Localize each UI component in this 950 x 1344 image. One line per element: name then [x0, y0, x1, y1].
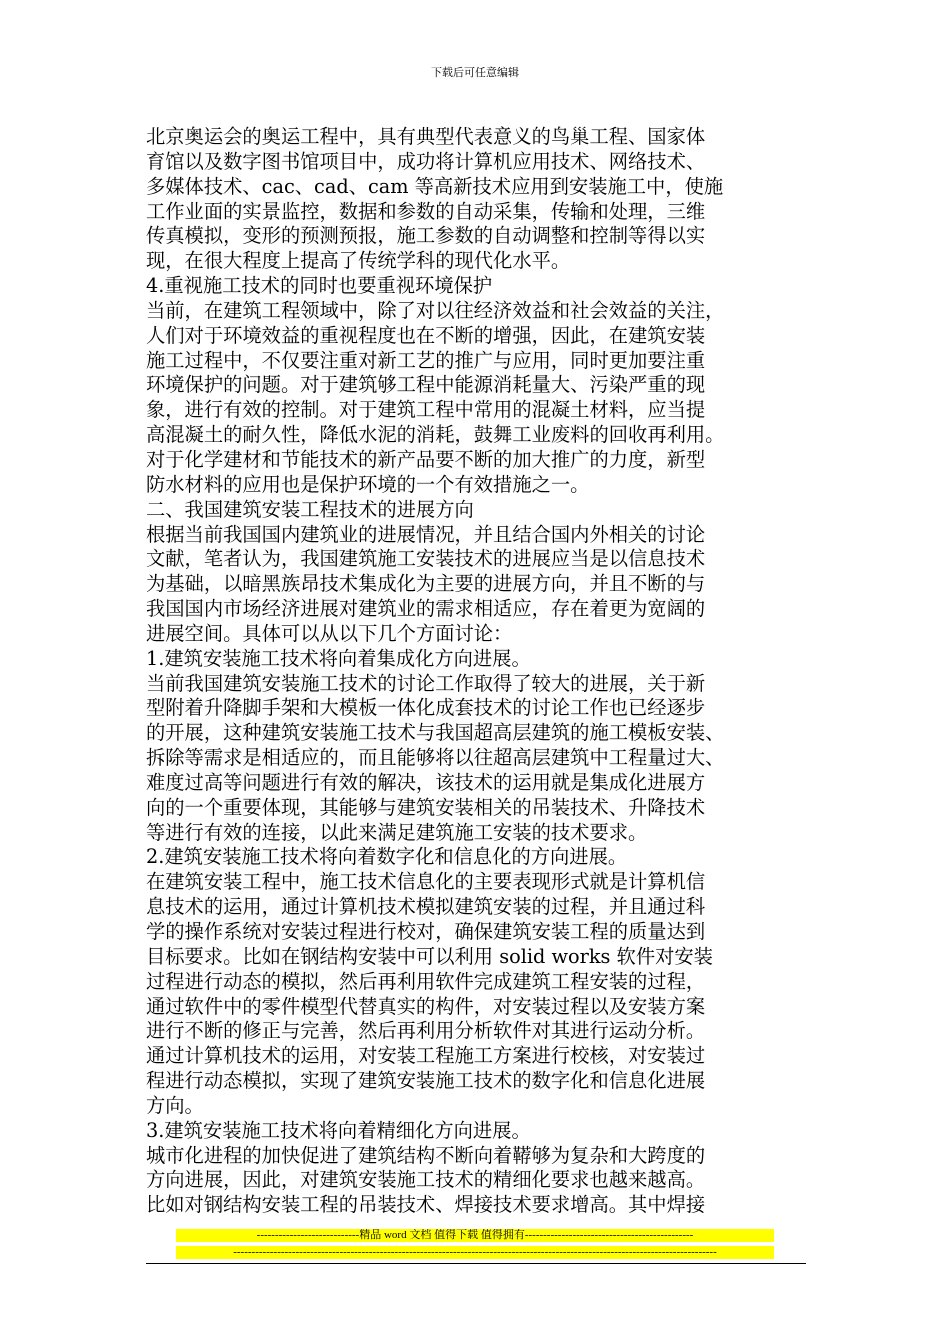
text-line: 对于化学建材和节能技术的新产品要不断的加大推广的力度，新型 — [146, 447, 706, 471]
text-line: 城市化进程的加快促进了建筑结构不断向着鞯够为复杂和大跨度的 — [146, 1143, 706, 1167]
text-line: 息技术的运用，通过计算机技术模拟建筑安装的过程，并且通过科 — [146, 895, 706, 919]
text-line: 等进行有效的连接，以此来满足建筑施工安装的技术要求。 — [146, 820, 648, 844]
text-line: 的开展，这种建筑安装施工技术与我国超高层建筑的施工模板安装、 — [146, 721, 725, 745]
text-line: 环境保护的问题。对于建筑够工程中能源消耗量大、污染严重的现 — [146, 373, 706, 397]
text-line: 3.建筑安装施工技术将向着精细化方向进展。 — [146, 1118, 531, 1142]
text-line: 向的一个重要体现，其能够与建筑安装相关的吊装技术、升降技术 — [146, 795, 706, 819]
text-line: 二、我国建筑安装工程技术的进展方向 — [146, 497, 474, 521]
text-line: 多媒体技术、cac、cad、cam 等高新技术应用到安装施工中，使施 — [146, 174, 724, 198]
text-line: 过程进行动态的模拟，然后再利用软件完成建筑工程安装的过程， — [146, 969, 706, 993]
text-line: 通过软件中的零件模型代替真实的构件，对安装过程以及安装方案 — [146, 994, 706, 1018]
text-line: 进行不断的修正与完善，然后再利用分析软件对其进行运动分析。 — [146, 1019, 706, 1043]
text-line: 传真模拟，变形的预测预报，施工参数的自动调整和控制等得以实 — [146, 224, 706, 248]
text-line: 北京奥运会的奥运工程中，具有典型代表意义的鸟巢工程、国家体 — [146, 125, 706, 148]
page-header: 下载后可任意编辑 — [431, 66, 519, 79]
text-line: 学的操作系统对安装过程进行校对，确保建筑安装工程的质量达到 — [146, 920, 706, 943]
text-line: 当前我国建筑安装施工技术的讨论工作取得了较大的进展，关于新 — [146, 671, 706, 695]
text-line: 型附着升降脚手架和大模板一体化成套技术的讨论工作也已经逐步 — [146, 696, 706, 720]
text-line: 根据当前我国国内建筑业的进展情况，并且结合国内外相关的讨论 — [146, 522, 706, 546]
text-line: 方向进展，因此，对建筑安装施工技术的精细化要求也越来越高。 — [146, 1168, 706, 1192]
text-line: 我国国内市场经济进展对建筑业的需求相适应，存在着更为宽阔的 — [146, 597, 706, 621]
text-line: 文献，笔者认为，我国建筑施工安装技术的进展应当是以信息技术 — [146, 547, 706, 571]
footer-rule — [146, 1263, 806, 1264]
text-line: 在建筑安装工程中，施工技术信息化的主要表现形式就是计算机信 — [146, 870, 706, 894]
text-line: 1.建筑安装施工技术将向着集成化方向进展。 — [146, 646, 531, 670]
text-line: 4.重视施工技术的同时也要重视环境保护 — [146, 274, 493, 298]
text-line: 育馆以及数字图书馆项目中，成功将计算机应用技术、网络技术、 — [146, 149, 706, 173]
text-line: 拆除等需求是相适应的，而且能够将以往超高层建筑中工程量过大、 — [146, 746, 725, 770]
text-line: 当前，在建筑工程领域中，除了对以往经济效益和社会效益的关注， — [146, 298, 725, 322]
text-line: 为基础，以暗黑族昂技术集成化为主要的进展方向，并且不断的与 — [146, 572, 706, 596]
text-line: 现，在很大程度上提高了传统学科的现代化水平。 — [146, 249, 571, 273]
text-line: 目标要求。比如在钢结构安装中可以利用 solid works 软件对安装 — [146, 944, 713, 968]
text-line: 高混凝土的耐久性，降低水泥的消耗，鼓舞工业废料的回收再利用。 — [146, 423, 725, 447]
text-line: 比如对钢结构安装工程的吊装技术、焊接技术要求增高。其中焊接 — [146, 1193, 706, 1217]
text-line: 工作业面的实景监控，数据和参数的自动采集，传输和处理，三维 — [146, 199, 706, 223]
text-line: 通过计算机技术的运用，对安装工程施工方案进行校核，对安装过 — [146, 1044, 706, 1068]
text-line: 象，进行有效的控制。对于建筑工程中常用的混凝土材料，应当提 — [146, 398, 706, 422]
text-line: 2.建筑安装施工技术将向着数字化和信息化的方向进展。 — [146, 845, 628, 869]
text-line: 程进行动态模拟，实现了建筑安装施工技术的数字化和信息化进展 — [146, 1069, 706, 1093]
text-line: 施工过程中，不仅要注重对新工艺的推广与应用，同时更加要注重 — [146, 348, 706, 372]
footer-banner: ----------------------------精品 word 文档 值得下载 值得拥有---------------------------------------------- — [176, 1229, 774, 1242]
text-line: 人们对于环境效益的重视程度也在不断的增强，因此，在建筑安装 — [146, 323, 706, 347]
text-line: 难度过高等问题进行有效的解决，该技术的运用就是集成化进展方 — [146, 770, 706, 794]
text-line: 进展空间。具体可以从以下几个方面讨论： — [146, 621, 513, 645]
text-line: 防水材料的应用也是保护环境的一个有效措施之一。 — [146, 472, 590, 496]
text-line: 方向。 — [146, 1093, 204, 1117]
document-body — [146, 125, 810, 1218]
footer-dash-line: ------------------------------------------------------------------------------------------------------------------------------------ — [176, 1246, 774, 1259]
